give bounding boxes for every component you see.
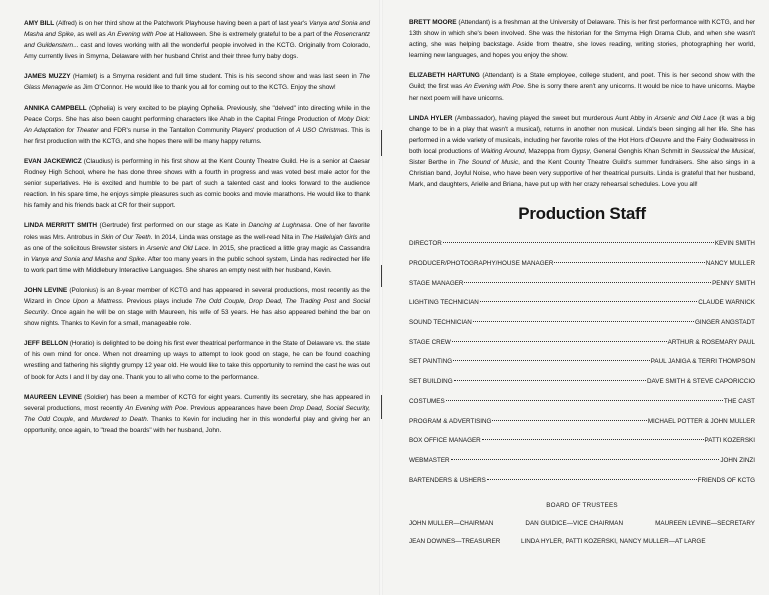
staff-row	[409, 352, 755, 372]
bio-text: . Previous plays include	[121, 297, 196, 305]
staff-role: SET BUILDING	[409, 378, 453, 386]
bio-text: and	[336, 297, 353, 305]
staff-role: COSTUMES	[409, 397, 445, 405]
bio-text: , as well as	[73, 31, 108, 39]
staff-role: STAGE MANAGER	[409, 279, 464, 287]
staff-row	[409, 293, 755, 313]
cast-bio	[409, 70, 755, 103]
staff-role: SOUND TECHNICIAN	[409, 319, 472, 327]
bio-text: at Halloween. She is extremely grateful to be a part of the	[166, 31, 335, 39]
board-member: LINDA HYLER, PATTI KOZERSKI, NANCY MULLER—AT LARGE	[521, 538, 706, 546]
bio-text: , General Genghis Khan Schmitt in	[589, 147, 692, 155]
staff-row	[409, 254, 755, 274]
page-fold	[379, 0, 383, 595]
bio-text: is on her third show at the Patchwork Playhouse having been a part of last year's	[76, 20, 309, 27]
cast-name: LINDA MERRITT SMITH	[24, 222, 97, 230]
cast-role: (Claudius)	[83, 157, 113, 165]
cast-bio	[24, 392, 370, 436]
cast-name: JEFF BELLON	[24, 340, 68, 348]
bio-text: . In 2014, Linda was onstage as the well-read Nita in	[150, 233, 302, 241]
bio-text: is delighted to be doing his first ever theatrical performance in the State of Delaware vs. the state of his own mind for once. When not dreaming up ways to attempt to look good on stage, he can be found coaching wrestling and fathering his slightly grumpy 12 year old. He would like to take this opportunity to remind the cast he was out of book for Acts I and II by day one. Thank you to all who come to the performance.	[24, 340, 370, 381]
cast-bio	[409, 17, 755, 61]
bio-text: is a State employee, college student, and poet. This is her second show with the Guild; the first was	[409, 72, 755, 91]
cast-role: (Attendant)	[458, 19, 490, 26]
dot-leader	[464, 282, 711, 283]
staff-row	[409, 234, 755, 254]
staff-name: NANCY MULLER	[705, 260, 755, 267]
production-title: Gypsy	[571, 147, 590, 155]
bio-text: and as one of the solicitous Brewster sisters in	[24, 233, 371, 252]
staff-name: GINGER ANGSTADT	[694, 319, 755, 327]
production-title: Skin of Our Teeth	[101, 233, 151, 241]
dot-leader	[487, 479, 697, 480]
staff-name: MICHAEL POTTER & JOHN MULLER	[647, 417, 755, 425]
staff-role: PRODUCER/PHOTOGRAPHY/HOUSE MANAGER	[409, 260, 554, 267]
staff-role: BOX OFFICE MANAGER	[409, 437, 481, 445]
bio-text: . Once again he will be on stage with Maureen, his wife of 53 years. He has also appeared behind the bar on show nights. Thanks to Kevin for a small, manageable role.	[24, 309, 370, 328]
bio-text: is an 8-year member of KCTG and has appeared in several productions, most recently as the Wizard in	[24, 286, 370, 305]
cast-name: LINDA HYLER	[409, 114, 453, 122]
staff-name: PAUL JANIGA & TERRI THOMPSON	[650, 358, 755, 366]
cast-role: (Ophelia)	[89, 104, 116, 112]
production-title: Murdered to Death	[91, 415, 147, 423]
production-title: Once Upon a Mattress	[54, 297, 122, 305]
fold-mark-bottom	[381, 395, 382, 419]
production-title: Arsenic and Old Lace	[146, 244, 209, 252]
staff-role: LIGHTING TECHNICIAN	[409, 299, 479, 307]
cast-name: AMY BILL	[24, 20, 55, 27]
production-title: Vanya and Sonia and Masha and Spike	[24, 20, 370, 39]
staff-name: KEVIN SMITH	[714, 240, 755, 248]
production-title: Vanya and Sonia and Masha and Spike	[30, 255, 145, 263]
bio-text: . In 2015, she practiced a little gray magic as Cassandra in	[24, 244, 370, 263]
cast-name: MAUREEN LEVINE	[24, 393, 82, 401]
bio-text: is a freshman at the University of Delaware. This is her first performance with KCTG, and her 13th show in which she's been involved. She was the historian for the Smyrna High Drama Club, and when she wasn't acting, she was helping backstage. Aside from theatre, she loves reading, writing stories, photographing her world, learning new languages, and hopes you enjoy the show.	[409, 19, 755, 60]
fold-mark-middle	[381, 265, 382, 287]
production-title: The Odd Couple, Drop Dead, The Trading Post	[195, 297, 337, 305]
staff-name: JOHN ZINZI	[720, 456, 755, 464]
staff-row	[409, 313, 755, 333]
cast-name: ELIZABETH HARTUNG	[409, 72, 480, 80]
fold-mark-top	[381, 130, 382, 156]
staff-role: DIRECTOR	[409, 240, 442, 248]
staff-role: WEBMASTER	[409, 456, 450, 464]
board-member: JOHN MULLER—CHAIRMAN	[409, 520, 494, 528]
cast-role: (Soldier)	[84, 393, 109, 401]
bio-text: (it was a big change to be in a play that wasn't a musical), returns in another non musical. Linda's been singing all her life. She has performed in a wide variety of musicals, including her favorite roles of the Hot Hors d'Oeuvre and the Fairy Godwaitress in both local productions of	[409, 114, 755, 155]
dot-leader	[554, 262, 704, 263]
cast-bio	[24, 103, 370, 147]
bio-text: . Thanks to Kevin for including her in this wonderful play and giving her an opportunity, once again, to "tread the boards" with her husband, John.	[24, 415, 370, 434]
production-title: Waiting Around	[480, 147, 525, 155]
cast-bio	[24, 156, 370, 211]
board-row-1	[409, 520, 755, 527]
staff-row	[409, 471, 755, 491]
cast-name: BRETT MOORE	[409, 19, 457, 26]
dot-leader	[453, 360, 649, 361]
bio-text: , Sister Berthe in	[409, 147, 756, 167]
staff-role: STAGE CREW	[409, 338, 451, 346]
staff-name: ARTHUR & ROSEMARY PAUL	[667, 338, 755, 346]
staff-role: BARTENDERS & USHERS	[409, 476, 486, 484]
staff-name: DAVE SMITH & STEVE CAPORICCIO	[647, 378, 755, 386]
bio-text: . She is sorry there aren't any unicorns. It would be nice to have unicorns. Maybe her next poem will have unicorns.	[409, 83, 755, 102]
left-page	[0, 0, 378, 595]
bio-text: is performing in his first show at the Kent County Theatre Guild. He is a senior at Caesar Rodney High School, where he has done three shows with a fourth in progress and was voted best male actor for the senior superlatives. He is excited and humble to be part of such a talented cast and looks forward to the audience reaction. In his spare time, he enjoys simple pleasures such as comic books and movie marathons. He would like to thank his family and his friends back at CR for their support.	[24, 157, 370, 210]
bio-text: and FDR's nurse in the Tantallon Community Players' production of	[98, 126, 297, 134]
cast-role: (Alfred)	[55, 20, 77, 27]
production-title: Drop Dead, Social Security, The Odd Couple	[24, 404, 370, 423]
bio-text: . Previous appearances have been	[186, 404, 291, 412]
production-title: Rosencrantz and Guildenstern	[24, 31, 370, 50]
cast-bio	[24, 338, 370, 382]
staff-row	[409, 372, 755, 392]
staff-name: THE CAST	[723, 397, 755, 405]
production-title: Arsenic and Old Lace	[654, 114, 718, 122]
cast-bio	[24, 285, 370, 329]
production-title: Seussical the Musical	[691, 147, 754, 155]
cast-bio	[24, 220, 370, 275]
staff-row	[409, 392, 755, 412]
staff-row	[409, 412, 755, 432]
production-title: A USO Christmas	[296, 126, 348, 134]
cast-bio	[24, 71, 370, 93]
bio-text: as Jim O'Connor. He would like to thank you all for coming out to the KCTG. Enjoy the show!	[72, 84, 336, 92]
staff-role: PROGRAM & ADVERTISING	[409, 417, 492, 425]
board-row-2	[409, 538, 755, 545]
staff-name: FRIENDS OF KCTG	[697, 476, 755, 484]
cast-role: (Hamlet)	[72, 73, 98, 81]
cast-name: EVAN JACKEWICZ	[24, 157, 82, 165]
cast-role: (Polonius)	[69, 286, 99, 294]
staff-row	[409, 451, 755, 471]
bio-text: is a Smyrna resident and full time student. This is his second show and was last seen in	[97, 73, 359, 81]
bio-text: . This is her first production with the KCTG, and she hopes there will be many happy returns.	[24, 126, 370, 145]
bio-text: ... cast and loves working with all the wonderful people involved in the KCTG. Originally from Colorado, Amy currently lives in Smyrna, Delaware with her husband Christ and their three furry baby dogs.	[24, 42, 370, 61]
bio-text: . After too many years in the public school system, Linda has redirected her life to work part time with Middlebury Interactive Languages. She shares an empty nest with her husband, Kevin.	[24, 255, 370, 274]
staff-row	[409, 274, 755, 294]
production-title: The Glass Menagerie	[24, 73, 370, 92]
production-title: Moby Dick: An Adaptation for Theater	[24, 115, 370, 134]
production-title: Social Security	[24, 297, 370, 317]
bio-text: . One of her favorite roles was Mrs. Antrobus in	[24, 222, 370, 241]
dot-leader	[452, 341, 667, 342]
bio-text: , Mazeppa from	[524, 147, 572, 155]
production-title: An Evening with Poe	[464, 83, 524, 91]
right-bios	[409, 17, 755, 190]
bio-text: , and the Kent County Theatre Guild's summer fundraisers. She also sings in a Christian band, Joyful Noise, who have been very supportive of her theatrical pursuits. Linda is grateful that her husband, Mark, and daughters, Arielle and Briana, have put up with her crazy rehearsal schedules. Love you all!	[409, 159, 755, 189]
cast-role: (Horatio)	[69, 340, 95, 348]
dot-leader	[473, 321, 694, 322]
staff-list	[409, 234, 755, 490]
cast-bio	[409, 113, 755, 191]
cast-name: JAMES MUZZY	[24, 73, 71, 81]
production-title: An Evening with Poe	[107, 31, 167, 39]
board-title: BOARD OF TRUSTEES	[546, 502, 618, 510]
production-title: Dancing at Lughnasa	[248, 222, 311, 230]
dot-leader	[454, 380, 646, 381]
bio-text: , having played the sweet but murderous Aunt Abby in	[494, 114, 655, 122]
board-member: JEAN DOWNES—TREASURER	[409, 538, 501, 546]
bio-text: , and	[73, 415, 92, 423]
dot-leader	[446, 400, 723, 401]
cast-name: ANNIKA CAMPBELL	[24, 104, 87, 112]
production-title: The Hallelujah Girls	[301, 233, 358, 241]
board-member: MAUREEN LEVINE—SECRETARY	[655, 520, 755, 528]
dot-leader	[451, 459, 720, 460]
dot-leader	[443, 242, 714, 243]
dot-leader	[482, 439, 704, 440]
staff-role: SET PAINTING	[409, 358, 453, 366]
cast-role: (Ambassador)	[454, 114, 495, 122]
production-title: An Evening with Poe	[125, 404, 187, 412]
bio-text: is very excited to be playing Ophelia. Previously, she "delved" into directing while in the Peace Corps. She has also been caught performing characters like Ahab in the Capital Fringe Production of	[24, 104, 371, 123]
right-page	[384, 0, 769, 595]
production-staff-title: Production Staff	[518, 204, 646, 224]
staff-name: PATTI KOZERSKI	[704, 437, 755, 445]
staff-name: CLAUDE WARNICK	[698, 299, 755, 307]
staff-row	[409, 431, 755, 451]
cast-role: (Attendant)	[482, 72, 514, 80]
cast-role: (Gertrude)	[99, 222, 130, 230]
dot-leader	[480, 301, 697, 302]
production-title: The Sound of Music	[457, 159, 519, 167]
board-member: DAN GUIDICE—VICE CHAIRMAN	[525, 520, 624, 528]
cast-name: JOHN LEVINE	[24, 286, 68, 294]
staff-row	[409, 333, 755, 353]
staff-name: PENNY SMITH	[712, 279, 755, 287]
bio-text: has been a member of KCTG for eight years. Currently its secretary, she has appeared in several productions, most recently	[24, 393, 370, 412]
cast-bio	[24, 18, 370, 62]
bio-text: first performed on our stage as Kate in	[129, 222, 249, 230]
dot-leader	[492, 420, 646, 421]
